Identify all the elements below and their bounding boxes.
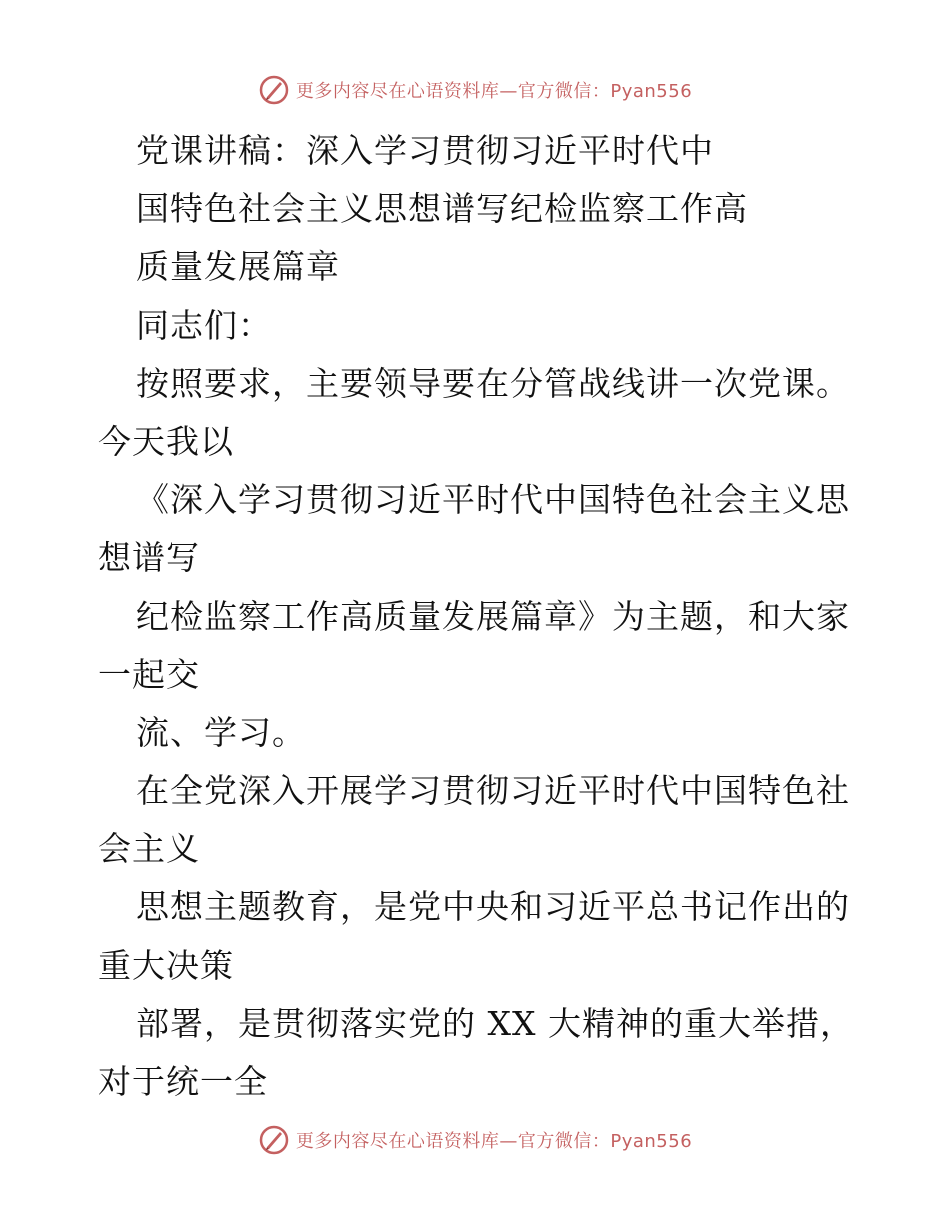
paragraph-line: 会主义 [98,829,200,869]
paragraph-line: 按照要求，主要领导要在分管战线讲一次党课。 [136,363,850,403]
document-body [98,122,858,1111]
paragraph-line: 思想主题教育，是党中央和习近平总书记作出的 [136,887,850,927]
paragraph-line: 想谱写 [98,538,200,578]
paragraph-line: 纪检监察工作高质量发展篇章》为主题，和大家 [136,596,850,636]
paragraph-line: 对于统一全 [98,1062,268,1101]
banner-text: 更多内容尽在心语资料库—官方微信：Pyan556 [295,1131,693,1152]
paragraph-line: 重大决策 [98,945,234,985]
header-banner [0,70,950,110]
paragraph-line: 今天我以 [98,421,234,461]
quill-pen-logo-icon [258,1124,290,1156]
paragraph-line: 《深入学习贯彻习近平时代中国特色社会主义思 [136,480,850,520]
footer-banner [0,1120,950,1160]
paragraph-line: 在全党深入开展学习贯彻习近平时代中国特色社 [136,771,850,811]
banner-text: 更多内容尽在心语资料库—官方微信：Pyan556 [295,81,693,102]
title-line-1: 党课讲稿：深入学习贯彻习近平时代中 [136,131,714,170]
paragraph-line: 一起交 [98,654,200,694]
title-line-2: 国特色社会主义思想谱写纪检监察工作高 [136,189,748,229]
quill-pen-logo-icon [258,74,290,106]
salutation: 同志们： [136,305,272,345]
paragraph-line: 部署，是贯彻落实党的 XX 大精神的重大举措， [136,1003,854,1043]
title-line-3: 质量发展篇章 [136,247,340,287]
paragraph-line: 流、学习。 [136,712,306,752]
